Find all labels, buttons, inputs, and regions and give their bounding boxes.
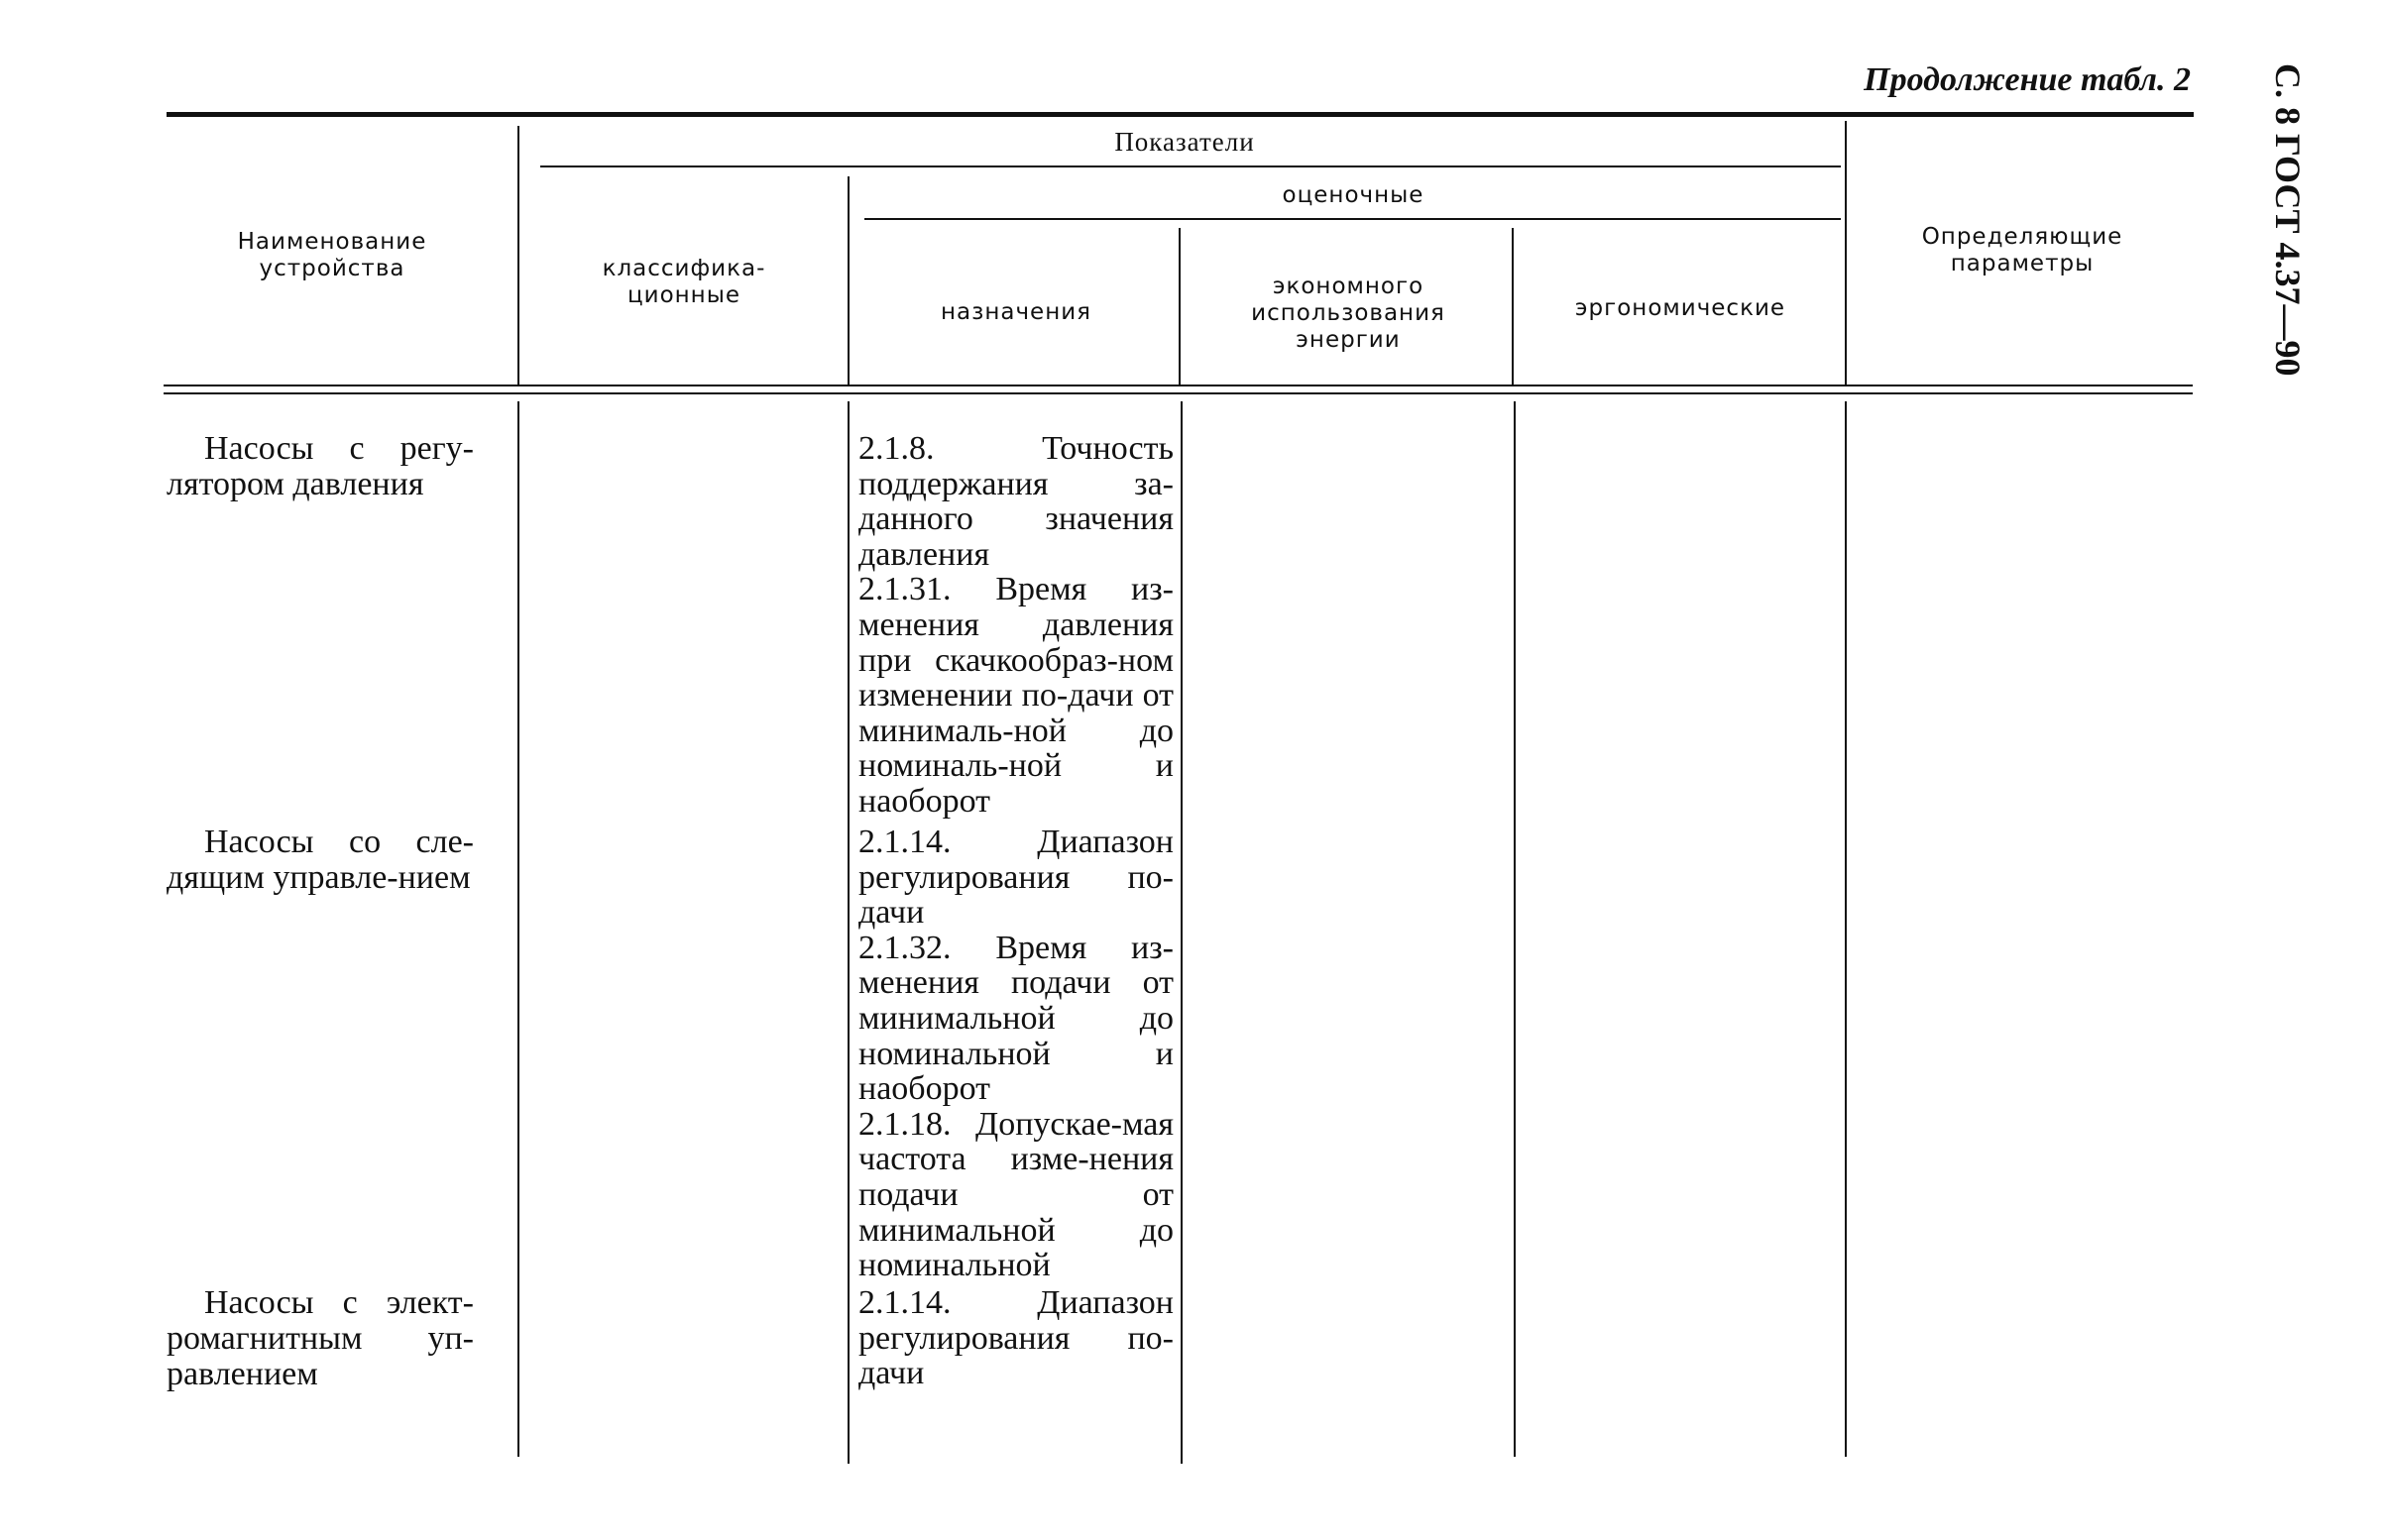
page-number-label: С. 8 ГОСТ 4.37—90 bbox=[2268, 63, 2308, 377]
purpose-cell-row-2 bbox=[858, 825, 1174, 1283]
device-name-row-3: Насосы с элект-ромагнитным уп-равлением bbox=[167, 1284, 474, 1392]
device-name-row-1: Насосы с регу-лятором давления bbox=[167, 430, 474, 502]
indicator-entry: 2.1.14. Диапазон регулирования по-дачи bbox=[858, 824, 1174, 932]
col-divider-2-body bbox=[848, 401, 850, 1464]
purpose-cell-row-3 bbox=[858, 1285, 1174, 1391]
header-classification: классифика-ционные bbox=[602, 256, 766, 308]
col-divider-5-head bbox=[1845, 121, 1847, 385]
col-divider-1-body bbox=[517, 401, 519, 1457]
header-bottom-rule-2 bbox=[164, 392, 2193, 394]
col-divider-1-head bbox=[517, 126, 519, 385]
col-divider-4-head bbox=[1512, 228, 1514, 385]
header-purpose: назначения bbox=[940, 299, 1092, 325]
device-name-row-2: Насосы со сле-дящим управле-нием bbox=[167, 824, 474, 896]
header-energy: экономного использования энергии bbox=[1251, 274, 1445, 353]
col-divider-2-head bbox=[848, 176, 850, 385]
indicator-entry: 2.1.14. Диапазон регулирования по-дачи bbox=[858, 1284, 1174, 1392]
header-indicators: Показатели bbox=[1114, 127, 1255, 157]
col-divider-3-body bbox=[1181, 401, 1183, 1464]
continuation-title: Продолжение табл. 2 bbox=[1864, 61, 2191, 98]
header-ergonomic: эргономические bbox=[1574, 295, 1786, 321]
indicator-entry: 2.1.32. Время из-менения подачи от минимальной до номинальной и наоборот bbox=[858, 929, 1174, 1108]
indicator-entry: 2.1.8. Точность поддержания за-данного значения давления bbox=[858, 430, 1174, 573]
header-evaluative: оценочные bbox=[1282, 182, 1424, 208]
header-defining: Определяющие параметры bbox=[1921, 224, 2123, 276]
col-divider-4-body bbox=[1514, 401, 1516, 1457]
col-divider-5-body bbox=[1845, 401, 1847, 1457]
purpose-cell-row-1 bbox=[858, 431, 1174, 820]
indicator-entry: 2.1.18. Допускае-мая частота изме-нения подачи от минимальной до номинальной bbox=[858, 1105, 1174, 1284]
table-top-rule bbox=[167, 112, 2194, 117]
page-side-label bbox=[2258, 63, 2318, 410]
indicator-entry: 2.1.31. Время из-менения давления при скачкообраз-ном изменении по-дачи от минималь-ной до номиналь-ной и наоборот bbox=[858, 571, 1174, 820]
col-divider-3-head bbox=[1179, 228, 1181, 385]
header-device-name: Наименование устройства bbox=[237, 229, 427, 281]
evaluative-rule bbox=[864, 218, 1841, 220]
indicators-rule bbox=[540, 165, 1841, 167]
